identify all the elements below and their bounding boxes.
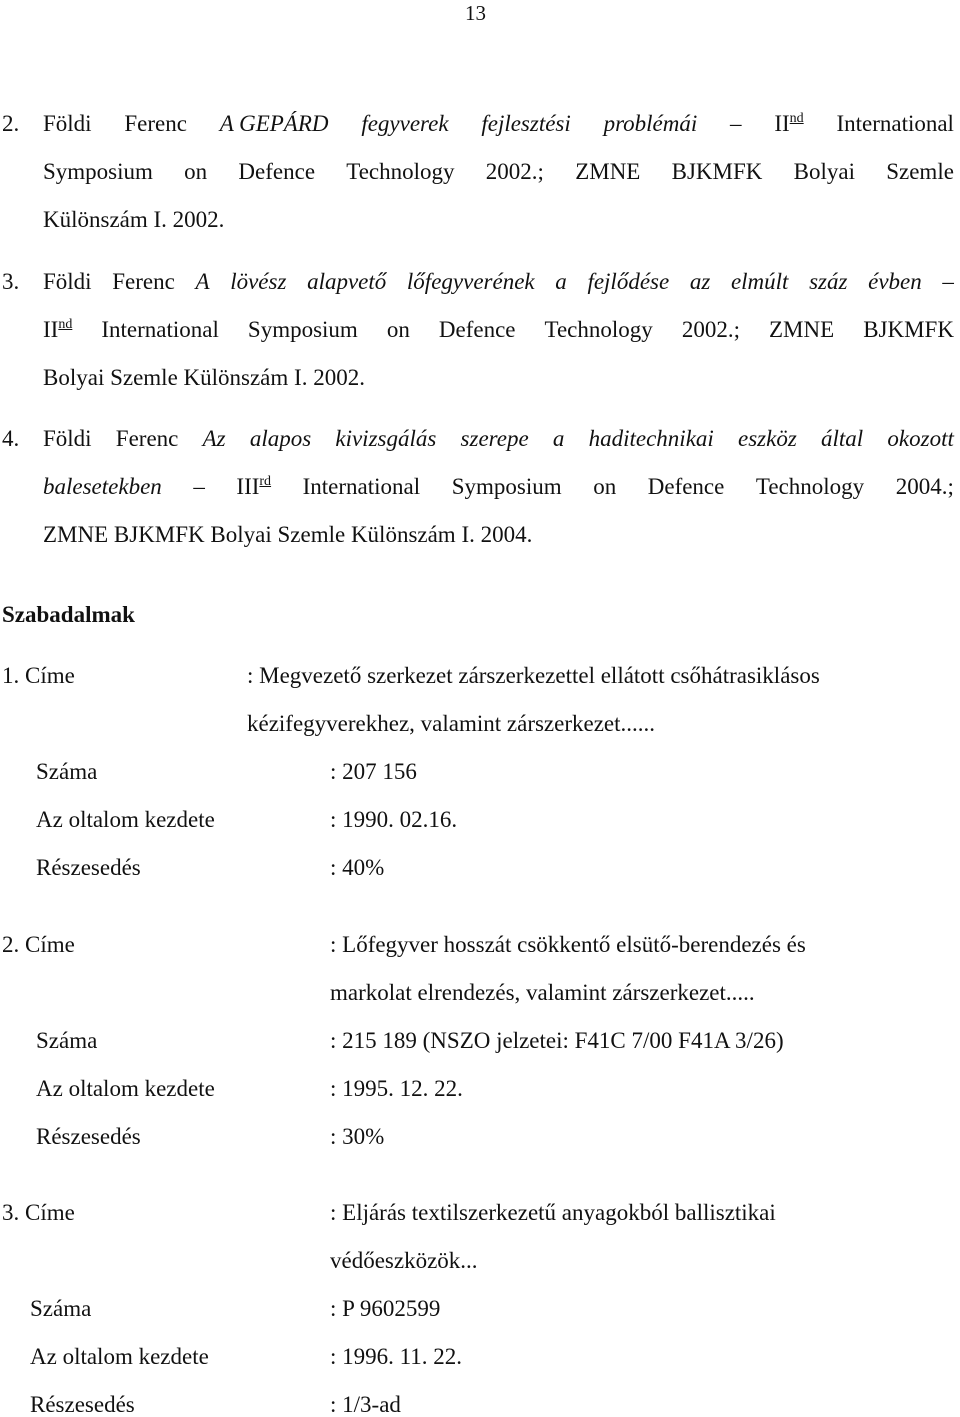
patent-field-value: markolat elrendezés, valamint zárszerkezet.....	[330, 980, 755, 1005]
patent-field-value: : 1995. 12. 22.	[330, 1076, 463, 1101]
citation-word: ZMNE	[769, 317, 835, 342]
citation-word: Symposium	[43, 159, 153, 184]
citation-word: ZMNE	[575, 159, 641, 184]
patent-field-label: Száma	[36, 759, 98, 784]
citation-word: fegyverek	[361, 111, 449, 136]
publication-line	[43, 112, 954, 135]
citation-word: IInd	[43, 317, 73, 342]
citation-word: 2002.;	[681, 317, 740, 342]
citation-word: Ferenc	[115, 426, 179, 451]
citation-word: elmúlt	[730, 269, 789, 294]
publication-number: 3.	[2, 269, 20, 294]
patent-field-label: Az oltalom kezdete	[30, 1344, 209, 1369]
citation-word: fejlesztési	[481, 111, 571, 136]
citation-word: Ferenc	[124, 111, 187, 136]
citation-word: alapvető	[307, 269, 387, 294]
citation-word: Technology	[544, 317, 653, 342]
patents-heading: Szabadalmak	[2, 602, 135, 627]
ordinal-superscript: nd	[58, 317, 73, 332]
patent-field-value: : 1/3-ad	[330, 1392, 401, 1417]
citation-word: A	[195, 269, 210, 294]
citation-word: Bolyai Szemle Különszám I. 2002.	[43, 365, 365, 390]
publication-line	[43, 160, 954, 183]
citation-word: kivizsgálás	[335, 426, 437, 451]
citation-word: balesetekben	[43, 474, 162, 499]
publication-line	[43, 523, 532, 546]
patent-field-value: : 1996. 11. 22.	[330, 1344, 463, 1369]
citation-word: Technology	[346, 159, 455, 184]
patent-field-label: 3. Címe	[2, 1200, 75, 1225]
citation-word: Symposium	[451, 474, 562, 499]
citation-word: Földi	[43, 269, 92, 294]
patent-field-value: védőeszközök...	[330, 1248, 478, 1273]
citation-word: szerepe	[460, 426, 529, 451]
patent-field-label: Száma	[36, 1028, 98, 1053]
citation-word: lőfegyverének	[406, 269, 535, 294]
publication-line	[43, 208, 224, 231]
publication-line	[43, 475, 954, 498]
citation-word: 2002.;	[485, 159, 544, 184]
citation-word: IInd	[774, 111, 804, 136]
citation-word: Szemle	[886, 159, 954, 184]
citation-word: on	[184, 159, 208, 184]
ordinal-superscript: nd	[789, 111, 804, 126]
citation-word: okozott	[887, 426, 954, 451]
patent-field-value: : P 9602599	[330, 1296, 441, 1321]
publication-number: 4.	[2, 426, 20, 451]
citation-word: Defence	[647, 474, 725, 499]
patent-field-value: : Eljárás textilszerkezetű anyagokból ballisztikai	[330, 1200, 776, 1225]
citation-word: problémái	[603, 111, 698, 136]
page-number: 13	[465, 1, 486, 25]
citation-word: Defence	[238, 159, 316, 184]
citation-word: lövész	[230, 269, 287, 294]
patent-field-label: Részesedés	[30, 1392, 135, 1417]
citation-word: a	[552, 426, 565, 451]
citation-word: –	[942, 269, 954, 294]
citation-word: International	[101, 317, 219, 342]
publication-line	[43, 427, 954, 450]
ordinal-superscript: rd	[259, 474, 272, 489]
citation-word: évben	[868, 269, 922, 294]
citation-word: BJKMFK	[863, 317, 954, 342]
patent-field-value: : 30%	[330, 1124, 385, 1149]
citation-word: –	[193, 474, 205, 499]
citation-word: 2004.;	[895, 474, 954, 499]
citation-word: a	[555, 269, 567, 294]
citation-word: International	[302, 474, 421, 499]
citation-word: fejlődése	[587, 269, 670, 294]
publication-number: 2.	[2, 111, 20, 136]
citation-word: Bolyai	[793, 159, 855, 184]
patent-field-label: 2. Címe	[2, 932, 75, 957]
citation-word: Az	[202, 426, 226, 451]
citation-word: BJKMFK	[671, 159, 763, 184]
patent-field-label: Száma	[30, 1296, 92, 1321]
patent-field-label: Az oltalom kezdete	[36, 1076, 215, 1101]
patent-field-value: : Lőfegyver hosszát csökkentő elsütő-berendezés és	[330, 932, 806, 957]
patent-field-value: kézifegyverekhez, valamint zárszerkezet......	[247, 711, 656, 736]
citation-word: Különszám I. 2002.	[43, 207, 225, 232]
citation-word: International	[836, 111, 954, 136]
citation-word: Technology	[755, 474, 865, 499]
patent-field-label: Részesedés	[36, 855, 141, 880]
patent-field-value: : 215 189 (NSZO jelzetei: F41C 7/00 F41A 3/26)	[330, 1028, 784, 1053]
publication-line	[43, 318, 954, 341]
patent-field-label: Részesedés	[36, 1124, 141, 1149]
citation-word: Defence	[438, 317, 516, 342]
citation-word: Symposium	[247, 317, 358, 342]
citation-word: alapos	[249, 426, 312, 451]
publication-line	[43, 366, 365, 389]
citation-word: ZMNE BJKMFK Bolyai Szemle Különszám I. 2004.	[43, 522, 533, 547]
citation-word: on	[593, 474, 617, 499]
citation-word: az	[689, 269, 711, 294]
citation-word: Ferenc	[112, 269, 175, 294]
patent-field-label: 1. Címe	[2, 663, 75, 688]
citation-word: által	[821, 426, 864, 451]
citation-word: száz	[809, 269, 848, 294]
citation-word: Földi	[43, 111, 92, 136]
publication-line	[43, 270, 954, 293]
citation-word: –	[730, 111, 742, 136]
patent-field-value: : Megvezető szerkezet zárszerkezettel ellátott csőhátrasiklásos	[247, 663, 820, 688]
citation-word: haditechnikai	[588, 426, 714, 451]
citation-word: on	[386, 317, 410, 342]
patent-field-value: : 207 156	[330, 759, 417, 784]
citation-word: IIIrd	[236, 474, 272, 499]
citation-word: A GEPÁRD	[219, 111, 329, 136]
patent-field-value: : 1990. 02.16.	[330, 807, 458, 832]
patent-field-label: Az oltalom kezdete	[36, 807, 215, 832]
citation-word: Földi	[43, 426, 92, 451]
patent-field-value: : 40%	[330, 855, 385, 880]
citation-word: eszköz	[738, 426, 797, 451]
